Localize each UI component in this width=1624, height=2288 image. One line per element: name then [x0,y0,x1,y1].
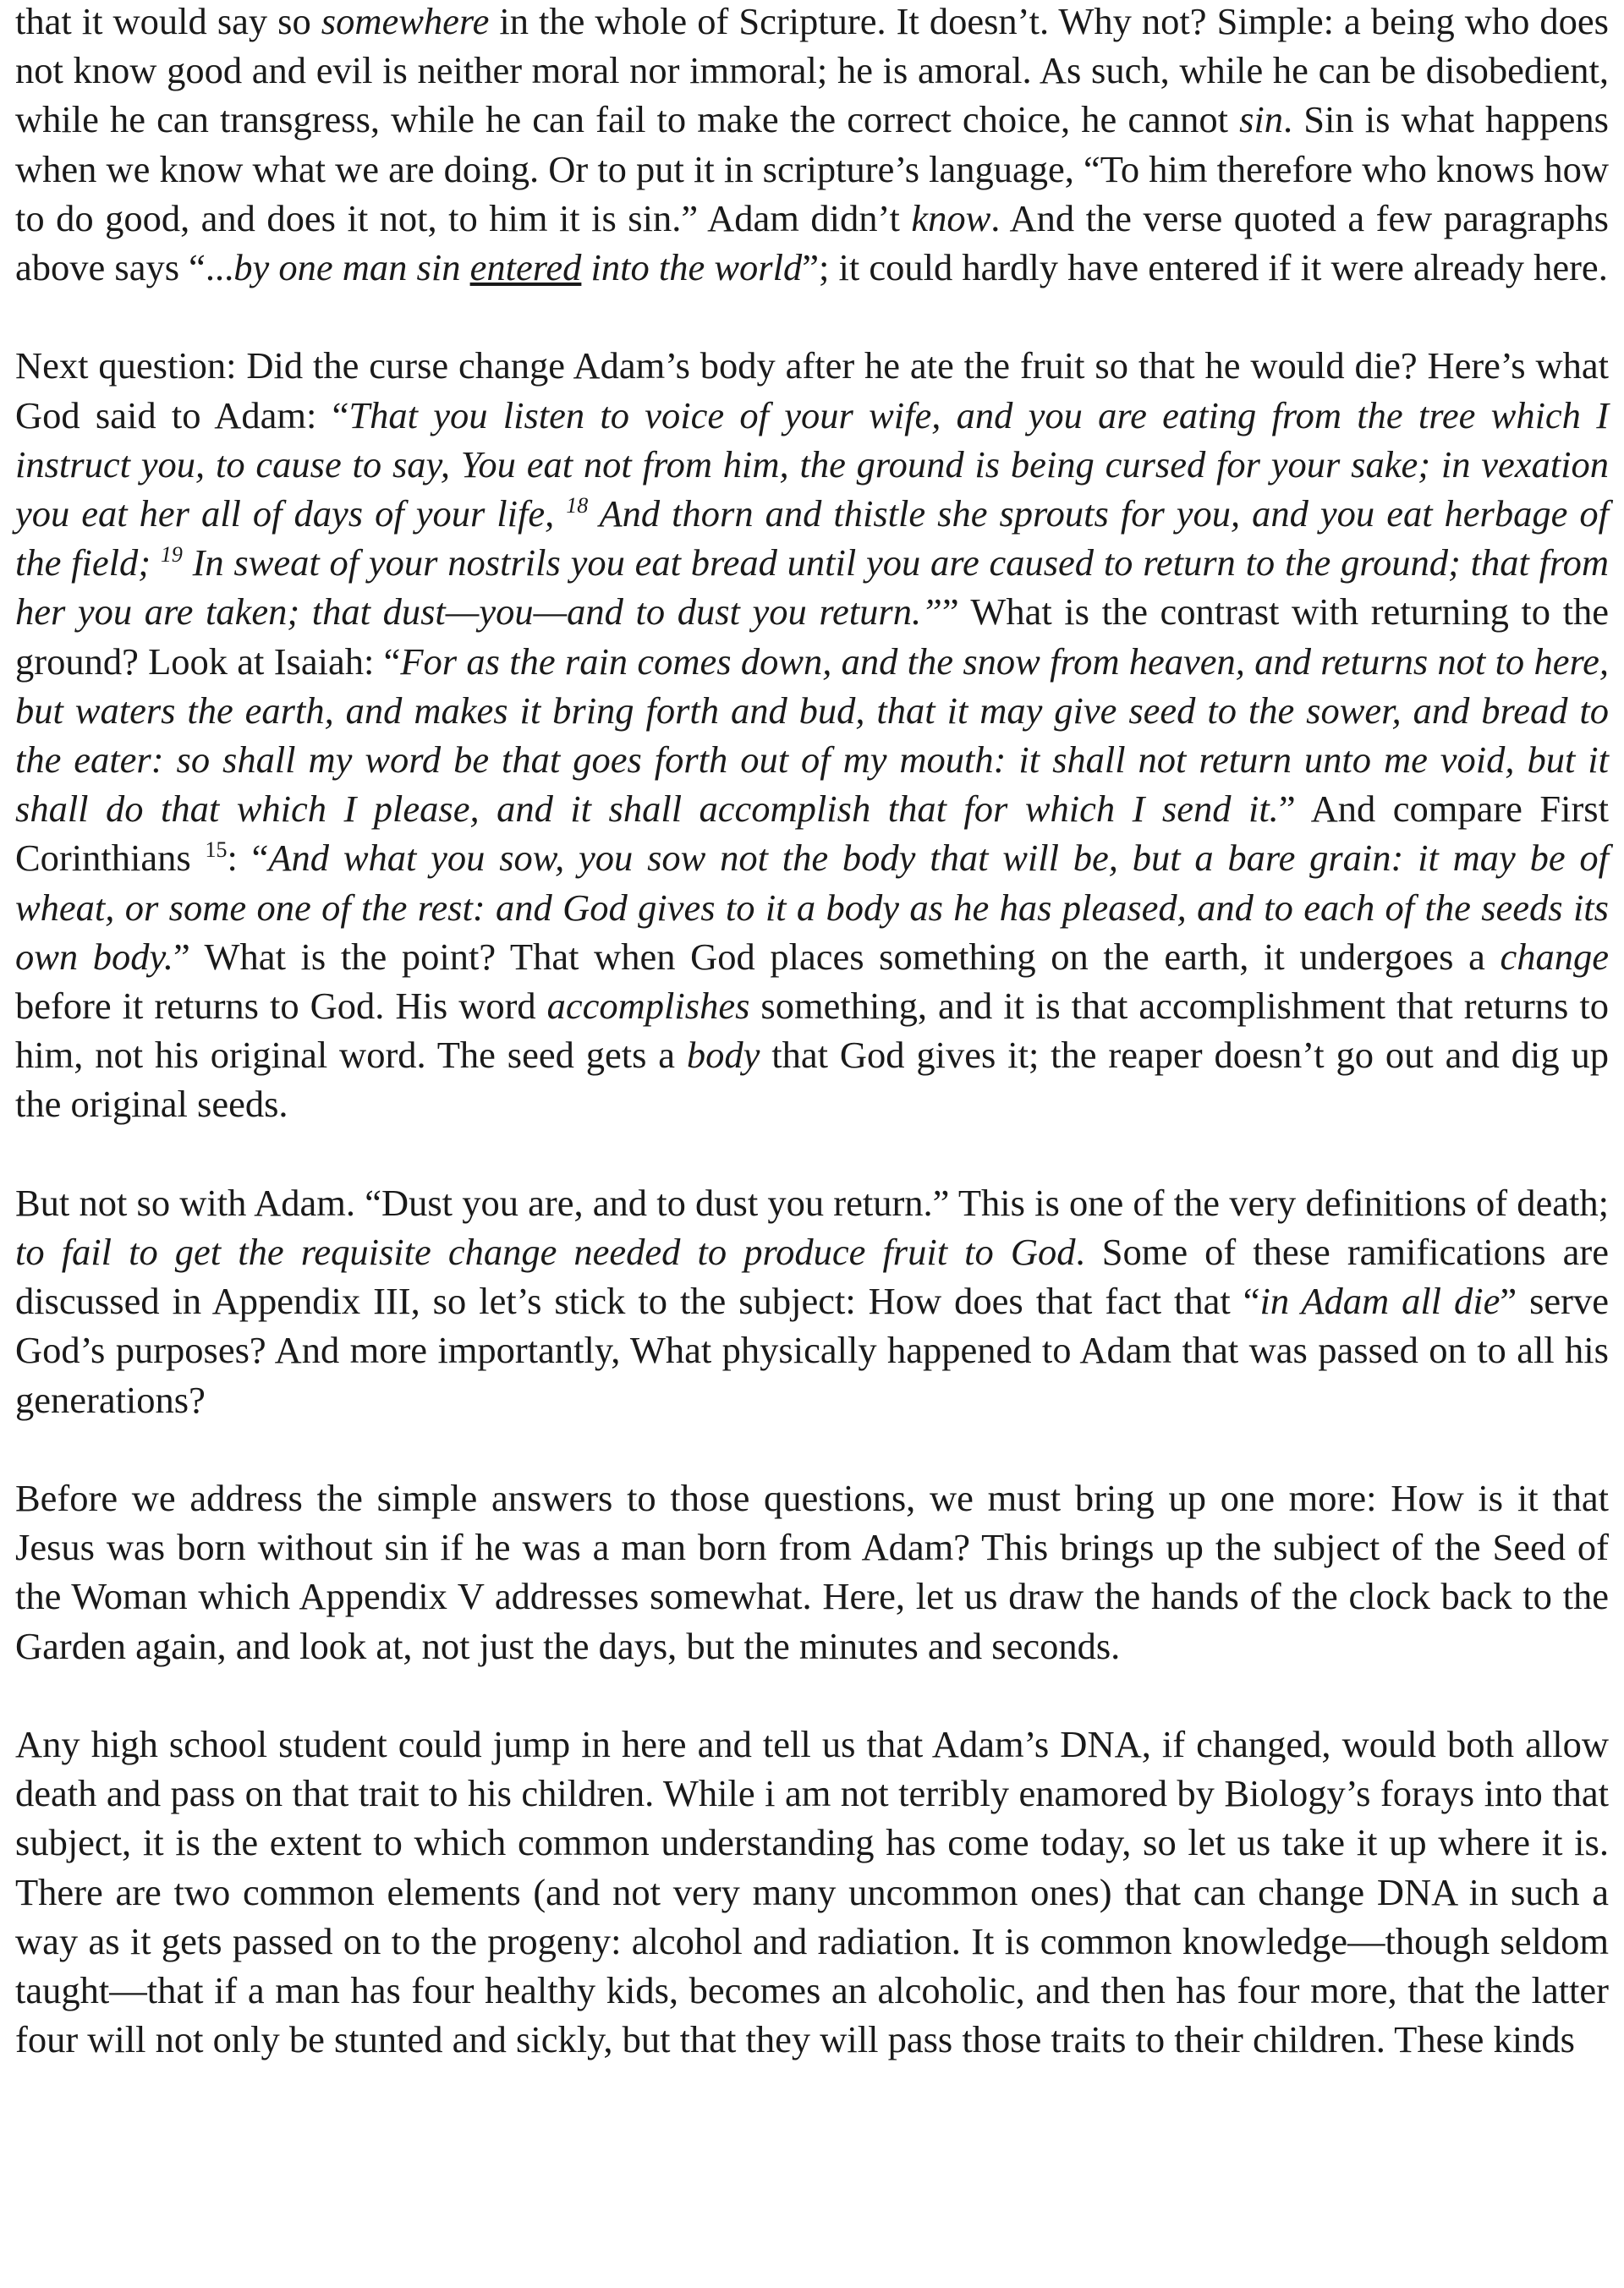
text-run: . Some of these ramifications are discussed in Appendix III, so let’s stick to the subject: How does that fact that “ [15,1231,1609,1323]
italic-run: And thorn and thistle she sprouts for you, and you eat herbage of the field; [15,492,1609,584]
text-run: ”; it could hardly have entered if it were already here. [802,246,1608,289]
text-run: that it would say so [15,0,321,42]
italic-run: That you listen to voice of your wife, and you are eating from the tree which I instruct you, to cause to say, You eat not from him, the ground is being cursed for your sake; in vexation you eat her all of days of your life, [15,393,1610,535]
text-run: ” What is the point? That when God places something on the earth, it undergoes a [173,935,1501,978]
paragraph-1 [15,0,1609,292]
italic-run: body [686,1034,760,1077]
text-run: before it returns to God. His word [15,985,547,1028]
text-run: : “ [227,837,269,880]
paragraph-5 [15,1720,1609,2064]
document-page [15,0,1609,2114]
text-run: Before we address the simple answers to those questions, we must bring up one more: How is it that Jesus was born without sin if he was a man born from Adam? This brings up the subject of the Seed of the Woman which Appendix V addresses somewhat. Here, let us draw the hands of the clock back to the Garden again, and look at, not just the days, but the minutes and seconds. [15,1477,1609,1667]
italic-run: For as the rain comes down, and the snow from heaven, and returns not to here, but waters the earth, and makes it bring forth and bud, that it may give seed to the sower, and bread to the eater: so shall my word be that goes forth out of my mouth: it shall not return unto me void, but it shall do that which I please, and it shall accomplish that for which I send it. [15,639,1610,831]
underlined-italic-run: entered [469,246,582,289]
verse-number: 15 [205,837,228,863]
text-run: . And the verse quoted a few paragraphs above says “... [15,196,1610,289]
verse-number: 19 [160,542,183,568]
italic-run: accomplishes [546,985,750,1028]
text-run: ” And compare First Corinthians [15,787,1609,880]
text-run: Any high school student could jump in here and tell us that Adam’s DNA, if changed, would both allow death and pass on that trait to his children. While i am not terribly enamored by Biology’s forays into that subject, it is the extent to which common understanding has come today, so let us take it up where it is. There are two common elements (and not very many uncommon ones) that can change DNA in such a way as it gets passed on to the progeny: alcohol and radiation. It is common knowledge—though seldom taught—that if a man has four healthy kids, becomes an alcoholic, and then has four more, that the latter four will not only be stunted and sickly, but that they will pass those traits to their children. These kinds [15,1723,1609,2061]
italic-run: somewhere [321,0,490,42]
text-run: ” What is the contrast with returning to the ground? Look at Isaiah: “ [15,590,1609,683]
italic-run: in Adam all die [1259,1280,1501,1323]
text-run: Next question: Did the curse change Adam’s body after he ate the fruit so that he would die? Here’s what God said to Adam: “ [15,344,1609,436]
text-run: . Sin is what happens when we know what we are doing. Or to put it in scripture’s language, “To him therefore who knows how to do good, and does it not, to him it is sin.” Adam didn’t [15,98,1609,239]
italic-run: to fail to get the requisite change needed to produce fruit to God [15,1231,1076,1274]
paragraph-2 [15,341,1609,1128]
italic-run: In sweat of your nostrils you eat bread until you are caused to return to the ground; that from her you are taken; that dust—you—and to dust you return.” [15,541,1609,634]
italic-run: change [1500,935,1609,978]
italic-run: into the world [581,246,803,289]
text-run: that God gives it; the reaper doesn’t go out and dig up the original seeds. [15,1034,1609,1126]
text-run: something, and it is that accomplishment that returns to him, not his original word. The seed gets a [15,985,1609,1077]
paragraph-4 [15,1473,1609,1671]
verse-number: 18 [566,493,589,519]
paragraph-3 [15,1178,1609,1424]
text-run: in the whole of Scripture. It doesn’t. Why not? Simple: a being who does not know good and evil is neither moral nor immoral; he is amoral. As such, while he can be disobedient, while he can transgress, while he can fail to make the correct choice, he cannot [15,0,1609,141]
italic-run: know [911,196,991,239]
italic-run: by one man sin [233,246,470,289]
text-run: ” serve God’s purposes? And more importantly, What physically happened to Adam that was passed on to all his generations? [15,1280,1609,1421]
italic-run: sin [1239,98,1284,141]
text-run: But not so with Adam. “Dust you are, and to dust you return.” This is one of the very definitions of death; [15,1181,1609,1224]
italic-run: And what you sow, you sow not the body that will be, but a bare grain: it may be of wheat, or some one of the rest: and God gives to it a body as he has pleased, and to each of the seeds its own body. [15,837,1609,978]
